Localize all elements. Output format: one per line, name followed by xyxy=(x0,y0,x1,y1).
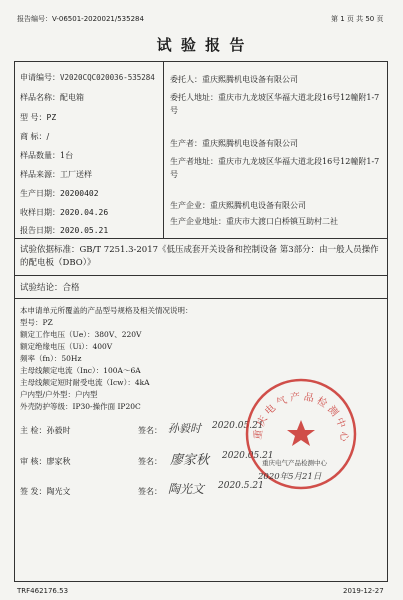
param-line: 频率（fn）：50Hz xyxy=(20,354,82,363)
params-intro: 本申请单元所覆盖的产品型号规格及相关情况说明： xyxy=(20,306,193,315)
test-conclusion: 试验结论：合格 xyxy=(20,283,80,293)
client-name: 委托人：重庆熙腾机电设备有限公司 xyxy=(170,75,298,84)
footer-form-code: TRF462176.53 xyxy=(17,587,69,595)
param-line: 外壳防护等级：IP30-操作面 IP20C xyxy=(20,402,141,411)
info-application-no: 申请编号：V2020CQC020036-535284 xyxy=(20,73,155,82)
param-line: 额定工作电压（Ue）：380V、220V xyxy=(20,330,142,339)
param-line: 型号：PZ xyxy=(20,318,53,327)
info-model: 型 号：PZ xyxy=(20,113,57,122)
divider-1 xyxy=(14,238,388,239)
param-line: 额定绝缘电压（Ui）：400V xyxy=(20,342,113,351)
param-line: 主母线额定短时耐受电流（Icw）：4kA xyxy=(20,378,150,387)
seal-star-icon xyxy=(287,420,315,446)
signature-row-reviewer: 审 核：廖家秋 xyxy=(20,457,71,466)
divider-3 xyxy=(14,298,388,299)
info-production-date: 生产日期：20200402 xyxy=(20,189,99,198)
param-line: 主母线额定电流（Inc）：100A～6A xyxy=(20,366,141,375)
factory-address: 生产企业地址：重庆市大渡口白桥镇互助村二社 xyxy=(170,217,338,226)
client-address: 委托人地址：重庆市九龙坡区华福大道北段16号12幢附1-7号 xyxy=(170,93,380,115)
column-divider xyxy=(163,61,164,238)
factory-name: 生产企业：重庆熙腾机电设备有限公司 xyxy=(170,201,306,210)
signature-label: 签名： xyxy=(138,487,162,496)
divider-2 xyxy=(14,275,388,276)
info-report-date: 报告日期：2020.05.21 xyxy=(20,226,109,235)
test-basis-standard: 试验依据标准：GB/T 7251.3-2017《低压成套开关设备和控制设备 第3部分：由一般人员操作的配电板（DBO）》 xyxy=(20,245,379,268)
signature-date: 2020.05.21 xyxy=(212,421,264,431)
footer-date: 2019-12-27 xyxy=(343,587,384,595)
signature-date: 2020.5.21 xyxy=(218,481,264,491)
page-indicator: 第 1 页 共 50 页 xyxy=(331,15,384,23)
producer-address: 生产者地址：重庆市九龙坡区华福大道北段16号12幢附1-7号 xyxy=(170,157,380,179)
producer-name: 生产者：重庆熙腾机电设备有限公司 xyxy=(170,139,298,148)
page-title: 试 验 报 告 xyxy=(156,36,247,54)
seal-caption: 重庆电气产品检测中心 xyxy=(262,459,327,467)
info-sample-source: 样品来源：工厂送样 xyxy=(20,170,92,179)
info-sample-qty: 样品数量：1台 xyxy=(20,151,74,160)
signature-label: 签名： xyxy=(138,426,162,435)
info-sample-name: 样品名称：配电箱 xyxy=(20,93,84,102)
signature-date: 2020.05.21 xyxy=(222,451,274,461)
seal-date: 2020年5月21日 xyxy=(258,472,322,482)
param-line: 户内型/户外型：户内型 xyxy=(20,390,98,399)
signature-row-issuer: 签 发：陶光文 xyxy=(20,487,71,496)
signature-row-inspector: 主 检：孙毅时 xyxy=(20,426,71,435)
report-number: 报告编号：V-06501-2020021/535284 xyxy=(17,15,144,23)
seal-ring-text: 重庆电气产品检测中心 xyxy=(252,391,350,445)
handwritten-signature: 孙毅时 xyxy=(168,422,201,435)
signature-label: 签名： xyxy=(138,457,162,466)
handwritten-signature: 廖家秋 xyxy=(170,453,210,468)
handwritten-signature: 陶光文 xyxy=(168,482,205,496)
info-trademark: 商 标：/ xyxy=(20,132,50,141)
info-received-date: 收样日期：2020.04.26 xyxy=(20,208,109,217)
